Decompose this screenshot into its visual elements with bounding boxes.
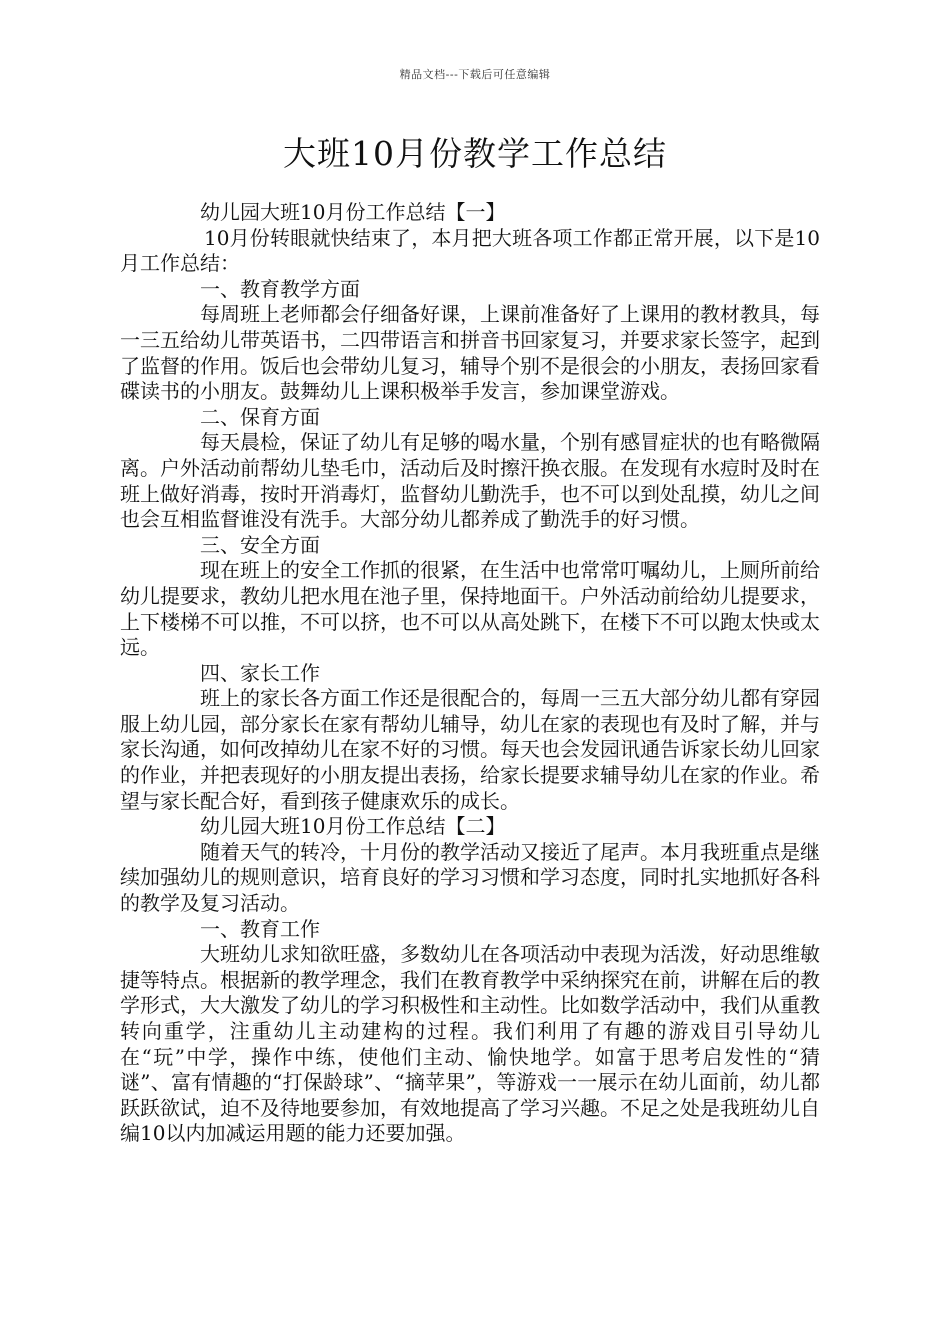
subheading-parents: 四、家长工作 [200, 660, 320, 685]
paragraph-education: 大班幼儿求知欲旺盛，多数幼儿在各项活动中表现为活泼，好动思维敏捷等特点。根据新的教学理念，我们在教育教学中采纳探究在前，讲解在后的教学形式，大大激发了幼儿的学习积极性和主动性。比如数学活动中，我们从重教转向重学，注重幼儿主动建构的过程。我们利用了有趣的游戏目引导幼儿在“玩”中学，操作中练，使他们主动、愉快地学。如富于思考启发性的“猜谜”、富有情趣的“打保龄球”、“摘苹果”，等游戏一一展示在幼儿面前，幼儿都跃跃欲试，迫不及待地要参加，有效地提高了学习兴趣。不足之处是我班幼儿自编10以内加减运用题的能力还要加强。 [120, 942, 820, 1146]
subheading-education: 一、教育工作 [200, 916, 320, 941]
document-title: 大班10月份教学工作总结 [283, 134, 667, 173]
intro-paragraph: 10月份转眼就快结束了，本月把大班各项工作都正常开展，以下是10月工作总结： [120, 225, 820, 276]
subheading-safety: 三、安全方面 [200, 532, 320, 557]
section-heading-part-one: 幼儿园大班10月份工作总结【一】 [200, 200, 506, 224]
paragraph-teaching: 每周班上老师都会仔细备好课，上课前准备好了上课用的教材教具，每一三五给幼儿带英语书，二四带语言和拼音书回家复习，并要求家长签字，起到了监督的作用。饭后也会带幼儿复习，辅导个别不是很会的小朋友，表扬回家看碟读书的小朋友。鼓舞幼儿上课积极举手发言，参加课堂游戏。 [120, 302, 820, 404]
subheading-teaching: 一、教育教学方面 [200, 276, 360, 301]
paragraph-care: 每天晨检，保证了幼儿有足够的喝水量，个别有感冒症状的也有略微隔离。户外活动前帮幼儿垫毛巾，活动后及时擦汗换衣服。在发现有水痘时及时在班上做好消毒，按时开消毒灯，监督幼儿勤洗手，也不可以到处乱摸，幼儿之间也会互相监督谁没有洗手。大部分幼儿都养成了勤洗手的好习惯。 [120, 430, 820, 532]
header-note: 精品文档---下载后可任意编辑 [399, 68, 551, 81]
document-body [120, 200, 820, 1147]
paragraph-part-two-intro: 随着天气的转冷，十月份的教学活动又接近了尾声。本月我班重点是继续加强幼儿的规则意识，培育良好的学习习惯和学习态度，同时扎实地抓好各科的教学及复习活动。 [120, 839, 820, 916]
paragraph-safety: 现在班上的安全工作抓的很紧，在生活中也常常叮嘱幼儿，上厕所前给幼儿提要求，教幼儿把水甩在池子里，保持地面干。户外活动前给幼儿提要求，上下楼梯不可以推，不可以挤，也不可以从高处跳下，在楼下不可以跑太快或太远。 [120, 558, 820, 660]
section-heading-part-two: 幼儿园大班10月份工作总结【二】 [200, 814, 506, 839]
subheading-care: 二、保育方面 [200, 404, 320, 429]
paragraph-parents: 班上的家长各方面工作还是很配合的，每周一三五大部分幼儿都有穿园服上幼儿园，部分家长在家有帮幼儿辅导，幼儿在家的表现也有及时了解，并与家长沟通，如何改掉幼儿在家不好的习惯。每天也会发园讯通告诉家长幼儿回家的作业，并把表现好的小朋友提出表扬，给家长提要求辅导幼儿在家的作业。希望与家长配合好，看到孩子健康欢乐的成长。 [120, 686, 820, 813]
